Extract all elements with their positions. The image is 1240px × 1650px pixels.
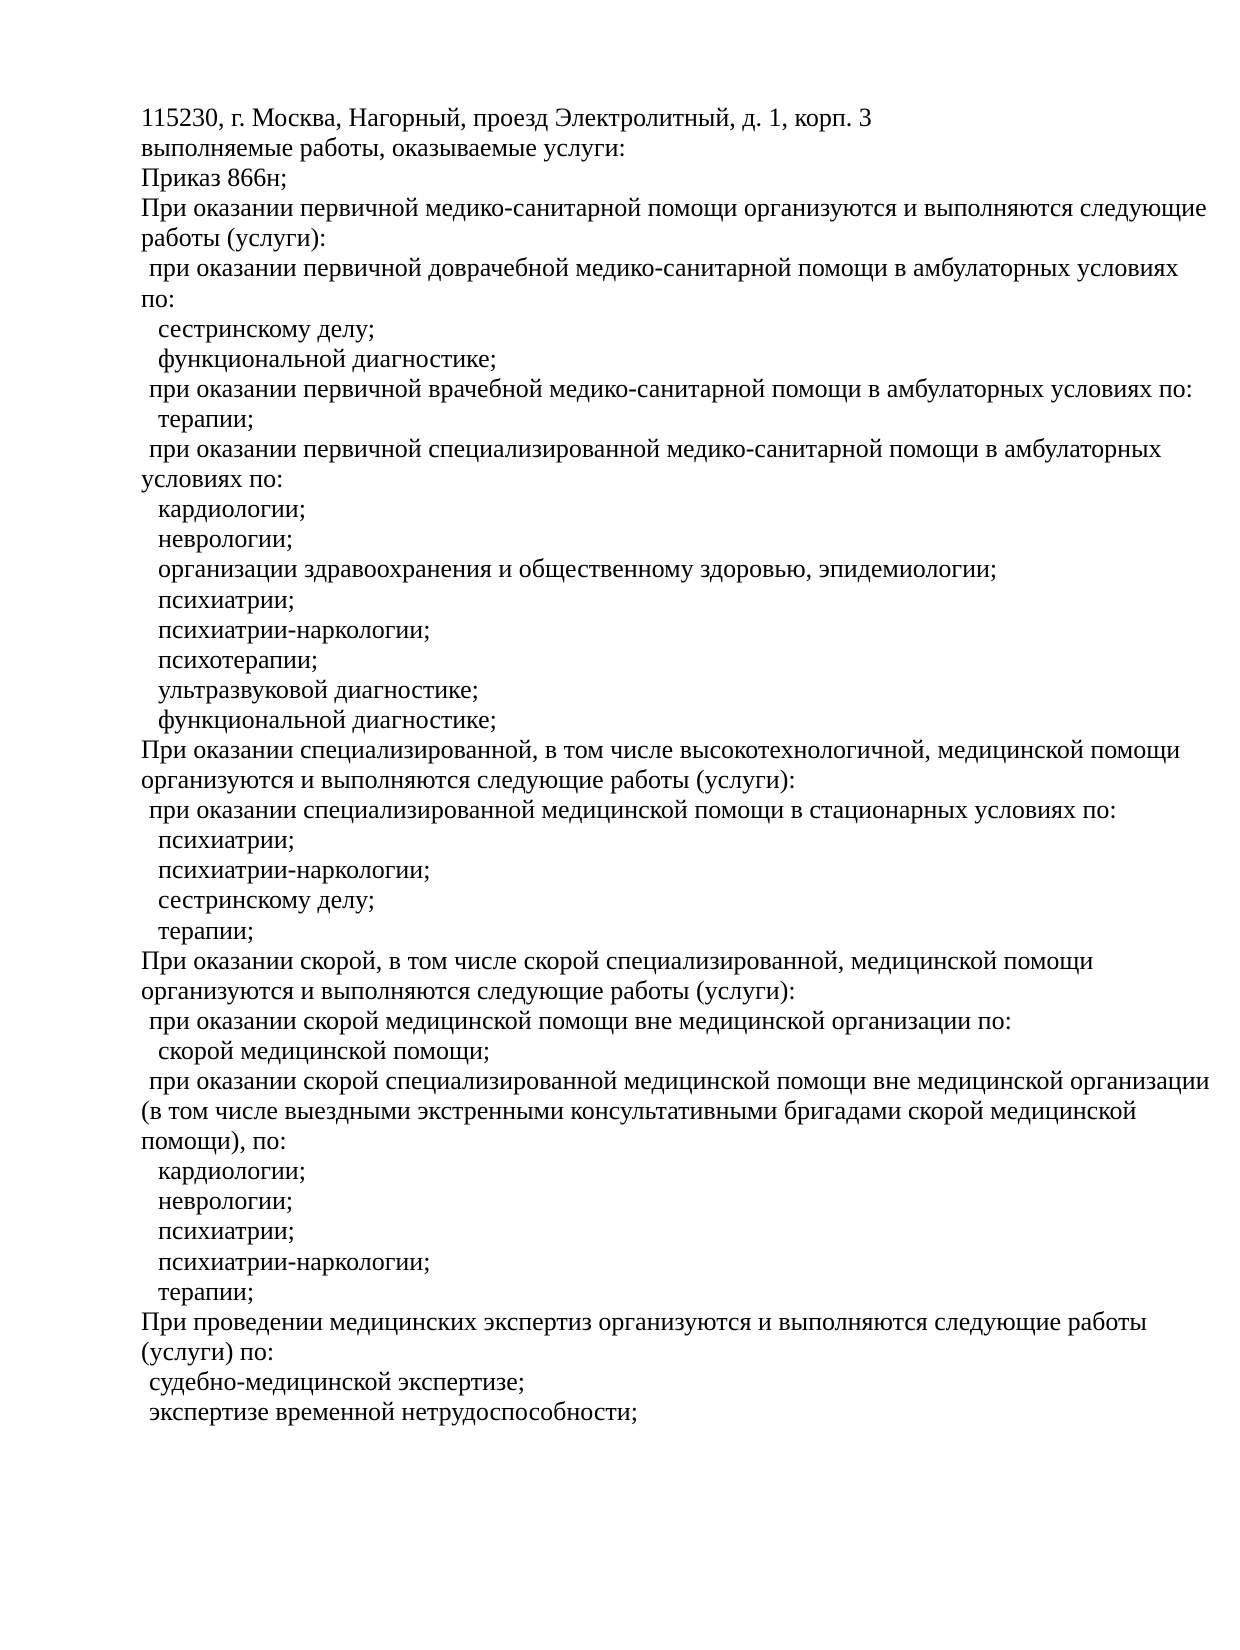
- document-text-block: [141, 103, 1210, 1427]
- doc-line: кардиологии;: [158, 1156, 306, 1186]
- doc-line: помощи), по:: [141, 1126, 287, 1156]
- doc-line: кардиологии;: [158, 494, 306, 524]
- doc-line: неврологии;: [158, 1186, 294, 1216]
- doc-line: организуются и выполняются следующие работы (услуги):: [141, 765, 796, 795]
- doc-line: при оказании первичной доврачебной медико-санитарной помощи в амбулаторных условиях: [149, 253, 1179, 283]
- doc-line: условиях по:: [141, 464, 284, 494]
- doc-line: при оказании специализированной медицинской помощи в стационарных условиях по:: [149, 795, 1117, 825]
- doc-line: терапии;: [158, 403, 255, 433]
- doc-line: при оказании скорой медицинской помощи вне медицинской организации по:: [149, 1005, 1012, 1035]
- doc-line: 115230, г. Москва, Нагорный, проезд Электролитный, д. 1, корп. 3: [141, 103, 872, 132]
- doc-line: психиатрии;: [158, 1216, 295, 1246]
- doc-line: организации здравоохранения и общественному здоровью, эпидемиологии;: [158, 554, 998, 584]
- doc-line: психиатрии-наркологии;: [158, 855, 431, 885]
- doc-line: при оказании первичной специализированной медико-санитарной помощи в амбулаторных: [149, 434, 1162, 464]
- doc-line: психиатрии;: [158, 825, 295, 855]
- doc-line: скорой медицинской помощи;: [158, 1035, 491, 1065]
- doc-line: сестринскому делу;: [158, 885, 376, 915]
- doc-line: экспертизе временной нетрудоспособности;: [149, 1397, 638, 1427]
- doc-line: функциональной диагностике;: [158, 343, 497, 373]
- doc-line: психиатрии;: [158, 584, 295, 614]
- doc-line: психиатрии-наркологии;: [158, 1246, 431, 1276]
- doc-line: сестринскому делу;: [158, 313, 376, 343]
- doc-line: организуются и выполняются следующие работы (услуги):: [141, 975, 796, 1005]
- doc-line: терапии;: [158, 1276, 255, 1306]
- doc-line: неврологии;: [158, 524, 294, 554]
- doc-line: При оказании специализированной, в том числе высокотехнологичной, медицинской помощи: [141, 734, 1181, 764]
- doc-line: по:: [141, 283, 176, 313]
- doc-line: работы (услуги):: [141, 223, 327, 253]
- doc-line: (в том числе выездными экстренными консультативными бригадами скорой медицинской: [141, 1096, 1137, 1126]
- doc-line: При оказании первичной медико-санитарной помощи организуются и выполняются следующие: [141, 193, 1207, 223]
- doc-line: функциональной диагностике;: [158, 704, 497, 734]
- doc-line: Приказ 866н;: [141, 163, 288, 193]
- doc-line: При проведении медицинских экспертиз организуются и выполняются следующие работы: [141, 1306, 1147, 1336]
- doc-line: При оказании скорой, в том числе скорой специализированной, медицинской помощи: [141, 945, 1094, 975]
- doc-line: ультразвуковой диагностике;: [158, 674, 479, 704]
- doc-line: терапии;: [158, 915, 255, 945]
- doc-line: психиатрии-наркологии;: [158, 614, 431, 644]
- doc-line: психотерапии;: [158, 644, 319, 674]
- doc-line: (услуги) по:: [141, 1336, 275, 1366]
- doc-line: выполняемые работы, оказываемые услуги:: [141, 133, 626, 163]
- doc-line: при оказании скорой специализированной медицинской помощи вне медицинской организации: [149, 1066, 1210, 1095]
- doc-line: при оказании первичной врачебной медико-санитарной помощи в амбулаторных условиях по:: [149, 373, 1193, 403]
- doc-line: судебно-медицинской экспертизе;: [149, 1366, 526, 1396]
